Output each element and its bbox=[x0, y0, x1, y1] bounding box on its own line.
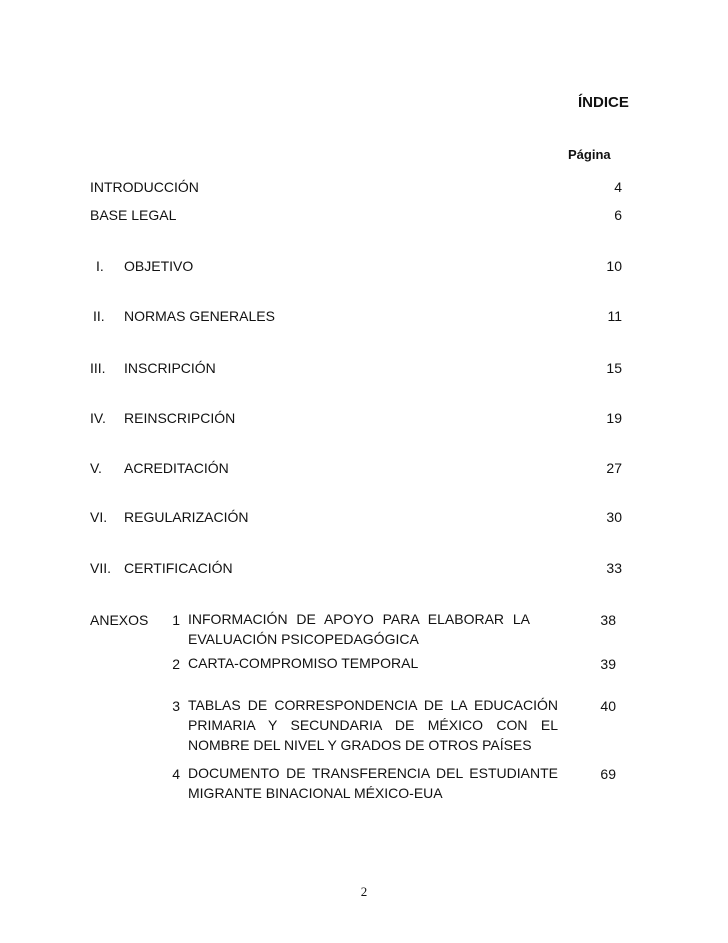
toc-chapter-2-page: 11 bbox=[607, 308, 622, 324]
toc-chapter-1-page: 10 bbox=[606, 258, 622, 274]
toc-annex-3-text bbox=[188, 695, 558, 755]
toc-chapter-3-num: III. bbox=[90, 360, 106, 376]
toc-annex-1-num: 1 bbox=[172, 612, 180, 628]
toc-annex-4-line-2: MIGRANTE BINACIONAL MÉXICO-EUA bbox=[188, 785, 443, 801]
toc-annex-2-num: 2 bbox=[172, 656, 180, 672]
toc-entry-base-legal-page: 6 bbox=[614, 207, 622, 223]
toc-annex-1-text bbox=[188, 609, 530, 649]
toc-chapter-7-num: VII. bbox=[90, 560, 112, 576]
toc-chapter-6-page: 30 bbox=[606, 509, 622, 525]
toc-chapter-1-label: OBJETIVO bbox=[124, 258, 194, 274]
toc-annex-2-page: 39 bbox=[600, 656, 616, 672]
toc-chapter-2-label: NORMAS GENERALES bbox=[124, 308, 275, 324]
toc-entry-introduccion-page: 4 bbox=[614, 179, 622, 195]
toc-annex-3-num: 3 bbox=[172, 698, 180, 714]
toc-chapter-4-page: 19 bbox=[606, 410, 622, 426]
toc-entry-introduccion-label: INTRODUCCIÓN bbox=[90, 179, 199, 195]
toc-annex-3-line-2: PRIMARIA Y SECUNDARIA DE MÉXICO CON EL bbox=[188, 717, 558, 733]
page-column-header: Página bbox=[568, 147, 611, 162]
toc-chapter-2-num: II. bbox=[93, 308, 105, 324]
toc-chapter-3-label: INSCRIPCIÓN bbox=[124, 360, 216, 376]
toc-chapter-5-page: 27 bbox=[606, 460, 622, 476]
toc-chapter-5-label: ACREDITACIÓN bbox=[124, 460, 229, 476]
toc-annexes-label: ANEXOS bbox=[90, 612, 149, 628]
toc-annex-2-text bbox=[188, 653, 558, 673]
toc-chapter-6-label: REGULARIZACIÓN bbox=[124, 509, 249, 525]
toc-chapter-7-label: CERTIFICACIÓN bbox=[124, 560, 233, 576]
footer-page-number: 2 bbox=[360, 884, 368, 899]
toc-annex-4-num: 4 bbox=[172, 766, 180, 782]
toc-entry-base-legal-label: BASE LEGAL bbox=[90, 207, 177, 223]
toc-chapter-3-page: 15 bbox=[606, 360, 622, 376]
toc-chapter-6-num: VI. bbox=[90, 509, 108, 525]
toc-annex-3-page: 40 bbox=[600, 698, 616, 714]
toc-chapter-7-page: 33 bbox=[606, 560, 622, 576]
toc-annex-1-page: 38 bbox=[600, 612, 616, 628]
toc-annex-4-page: 69 bbox=[600, 766, 616, 782]
toc-annex-1-line-1: INFORMACIÓN DE APOYO PARA ELABORAR LA bbox=[188, 611, 530, 627]
toc-chapter-1-num: I. bbox=[96, 258, 104, 274]
toc-annex-4-line-1: DOCUMENTO DE TRANSFERENCIA DEL ESTUDIANTE bbox=[188, 765, 558, 781]
toc-chapter-4-num: IV. bbox=[90, 410, 106, 426]
toc-annex-3-line-3: NOMBRE DEL NIVEL Y GRADOS DE OTROS PAÍSES bbox=[188, 737, 532, 753]
toc-annex-4-text bbox=[188, 763, 558, 803]
toc-annex-2-line-1: CARTA-COMPROMISO TEMPORAL bbox=[188, 655, 419, 671]
index-title: ÍNDICE bbox=[578, 94, 629, 111]
toc-annex-1-line-2: EVALUACIÓN PSICOPEDAGÓGICA bbox=[188, 631, 419, 647]
toc-annex-3-line-1: TABLAS DE CORRESPONDENCIA DE LA EDUCACIÓN bbox=[188, 697, 558, 713]
toc-chapter-5-num: V. bbox=[90, 460, 102, 476]
toc-chapter-4-label: REINSCRIPCIÓN bbox=[124, 410, 236, 426]
